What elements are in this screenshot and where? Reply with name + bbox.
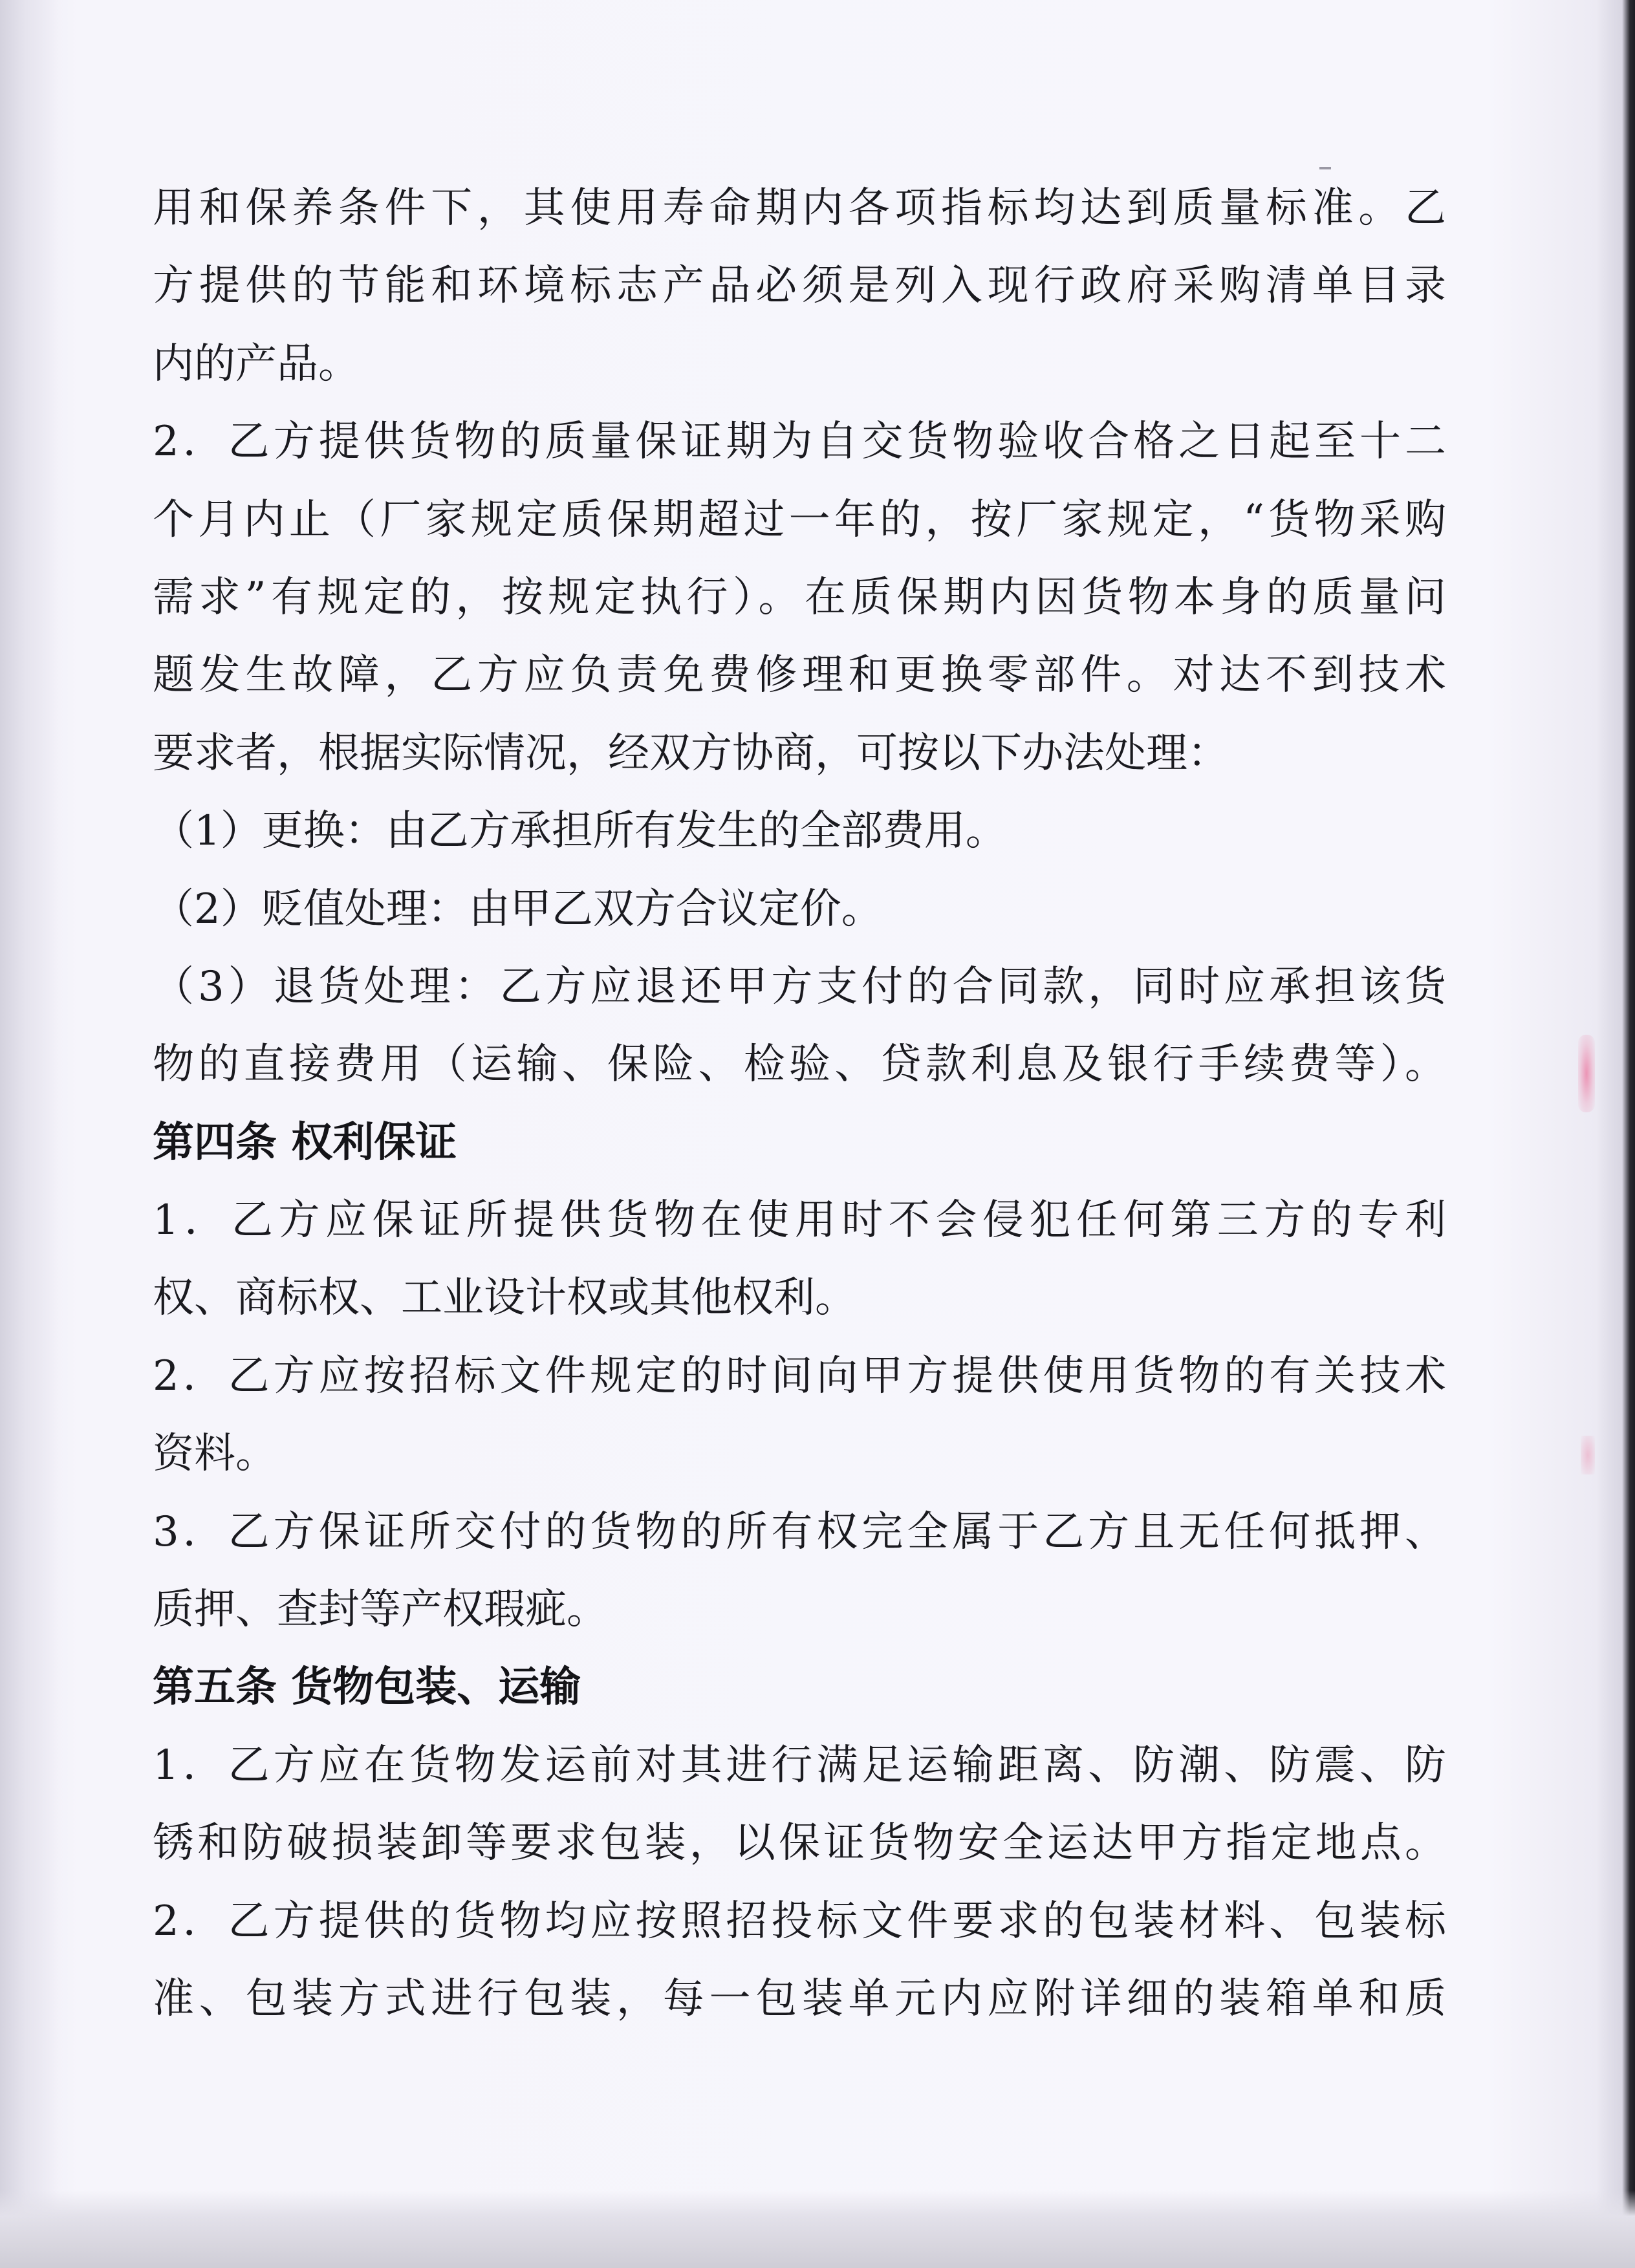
text-line: 2．乙方提供的货物均应按照招投标文件要求的包装材料、包装标 (153, 1897, 1446, 1945)
text-line: 物的直接费用（运输、保险、检验、贷款利息及银行手续费等）。 (153, 1041, 1446, 1089)
page-edge-right (1596, 0, 1635, 2268)
text-line: 准、包装方式进行包装，每一包装单元内应附详细的装箱单和质 (153, 1974, 1446, 2023)
text-line: （1）更换：由乙方承担所有发生的全部费用。 (153, 807, 1007, 856)
document-body (153, 169, 1446, 2038)
text-line: （3）退货处理：乙方应退还甲方支付的合同款，同时应承担该货 (153, 962, 1446, 1011)
binding-shadow (0, 0, 58, 2268)
text-line: 要求者，根据实际情况，经双方协商，可按以下办法处理： (153, 729, 1229, 777)
text-line: 个月内止（厂家规定质保期超过一年的，按厂家规定，“货物采购 (153, 495, 1446, 544)
text-line: 质押、查封等产权瑕疵。 (153, 1586, 608, 1634)
text-line: 2．乙方提供货物的质量保证期为自交货物验收合格之日起至十二 (153, 418, 1446, 466)
text-line: 需求”有规定的，按规定执行）。在质保期内因货物本身的质量问 (153, 573, 1446, 621)
page-edge-bottom (0, 2190, 1635, 2268)
text-line: 3．乙方保证所交付的货物的所有权完全属于乙方且无任何抵押、 (153, 1507, 1446, 1556)
pink-stain-mark-small (1581, 1436, 1595, 1474)
text-line: 权、商标权、工业设计权或其他权利。 (153, 1274, 856, 1323)
section-heading: 第五条 货物包装、运输 (153, 1663, 581, 1712)
text-line: 2．乙方应按招标文件规定的时间向甲方提供使用货物的有关技术 (153, 1352, 1446, 1400)
section-heading: 第四条 权利保证 (153, 1118, 457, 1167)
text-line: 1．乙方应在货物发运前对其进行满足运输距离、防潮、防震、防 (153, 1741, 1446, 1789)
text-line: 资料。 (153, 1430, 277, 1478)
pink-stain-mark (1578, 1035, 1595, 1112)
text-line: （2）贬值处理：由甲乙双方合议定价。 (153, 885, 883, 933)
text-line: 1．乙方应保证所提供货物在使用时不会侵犯任何第三方的专利 (153, 1196, 1446, 1245)
text-line: 用和保养条件下，其使用寿命期内各项指标均达到质量标准。乙 (153, 184, 1446, 232)
text-line: 锈和防破损装卸等要求包装，以保证货物安全运达甲方指定地点。 (153, 1819, 1446, 1868)
text-line: 题发生故障，乙方应负责免费修理和更换零部件。对达不到技术 (153, 651, 1446, 700)
text-line: 内的产品。 (153, 340, 360, 388)
text-line: 方提供的节能和环境标志产品必须是列入现行政府采购清单目录 (153, 262, 1446, 310)
